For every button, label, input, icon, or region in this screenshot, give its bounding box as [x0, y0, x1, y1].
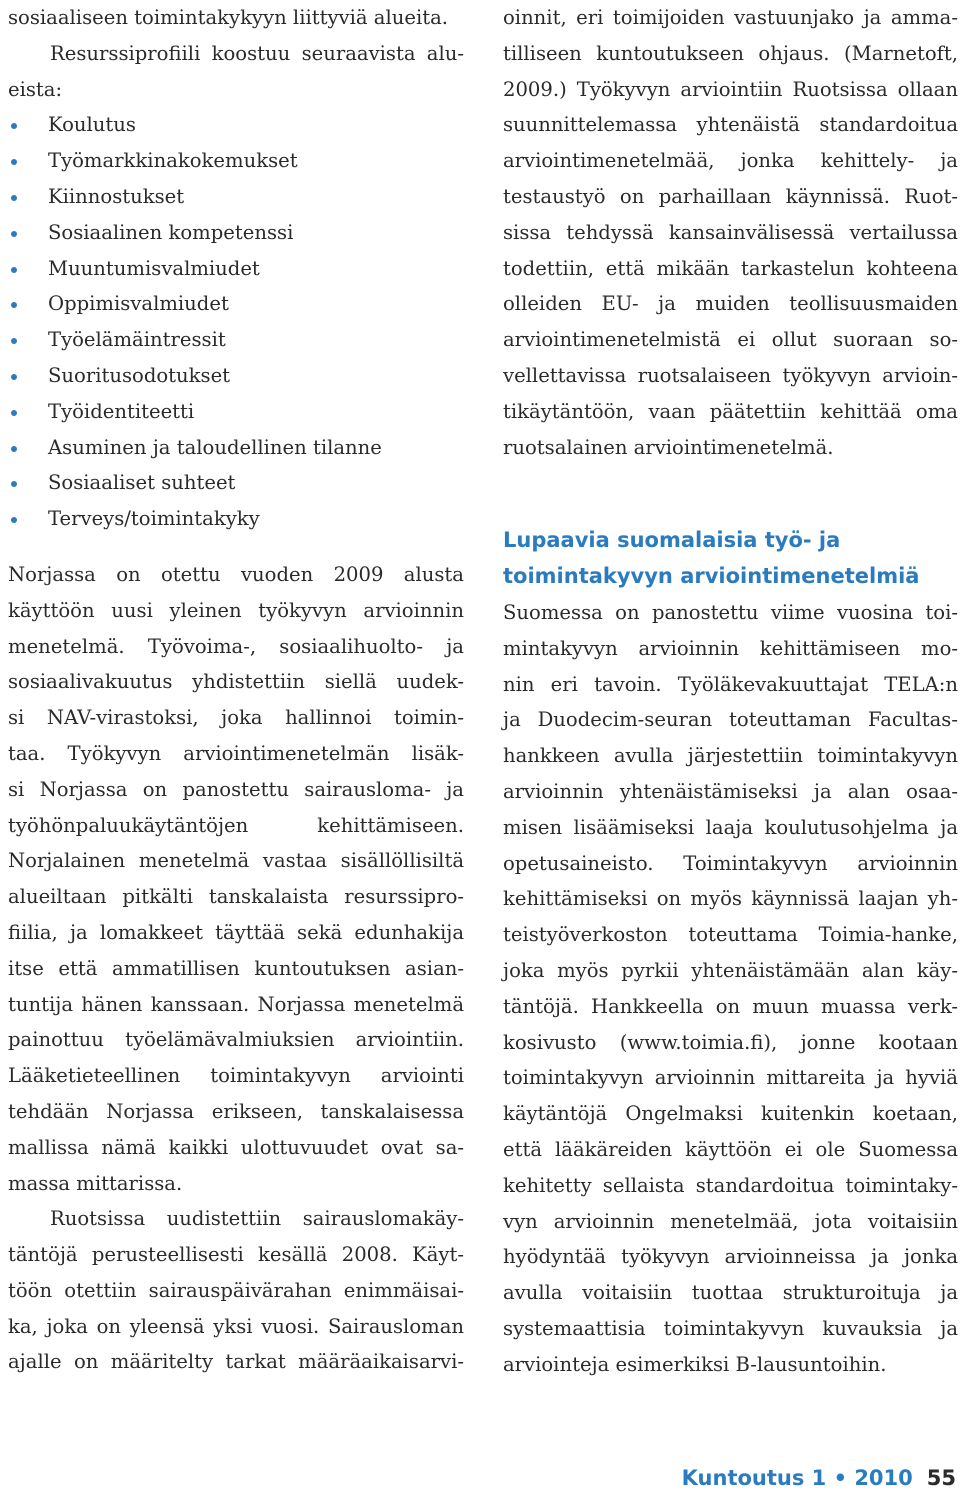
page-number: 55	[926, 1466, 956, 1490]
text-line: menetelmä. Työvoima-, sosiaalihuolto- ja	[8, 634, 464, 658]
sweden-continued-paragraph	[503, 0, 958, 465]
finland-paragraph	[503, 595, 958, 1383]
text-line: kosivusto (www.toimia.fi), jonne kootaan	[503, 1030, 958, 1054]
text-line: mallissa nämä kaikki ulottuvuudet ovat sa-	[8, 1135, 464, 1159]
text-line: oinnit, eri toimijoiden vastuunjako ja amma-	[503, 6, 958, 29]
text-line: hankkeen avulla järjestettiin toimintakyvyn	[503, 744, 958, 768]
text-line: tilliseen kuntoutukseen ohjaus. (Marnetoft,	[503, 41, 958, 65]
text-line: arviointimenetelmistä ei ollut suoraan so-	[503, 328, 958, 352]
text-line: joka myös pyrkii yhtenäistämään alan käy-	[503, 958, 958, 982]
text-line: Suomessa on panostettu viime vuosina toi-	[503, 600, 958, 624]
resource-profile-list	[8, 107, 464, 537]
list-item: Muuntumisvalmiudet	[8, 251, 464, 287]
text-line: käytäntöjä Ongelmaksi kuitenkin koetaan,	[503, 1102, 958, 1126]
left-column	[8, 0, 464, 1380]
text-line: systemaattisia toimintakyvyn kuvauksia ja	[503, 1316, 958, 1340]
text-line: taa. Työkyvyn arviointimenetelmän lisäk-	[8, 741, 464, 765]
text-line: vellettavissa ruotsalaiseen työkyvyn arvioin-	[503, 363, 958, 387]
sweden-paragraph	[8, 1201, 464, 1380]
text-line: avulla voitaisiin tuottaa strukturoituja ja	[503, 1281, 958, 1305]
text-line: testaustyö on parhaillaan käynnissä. Ruot-	[503, 184, 958, 208]
text-line: ruotsalainen arviointimenetelmä.	[503, 435, 834, 459]
list-item: Työidentiteetti	[8, 394, 464, 430]
text-line: nin eri tavoin. Työläkevakuuttajat TELA:n	[503, 672, 958, 696]
list-item: Työmarkkinakokemukset	[8, 143, 464, 179]
page-footer	[682, 1460, 956, 1496]
journal-issue: Kuntoutus 1 • 2010	[681, 1466, 913, 1490]
text-line: töön otettiin sairauspäivärahan enimmäisai-	[8, 1278, 464, 1302]
list-item: Suoritusodotukset	[8, 358, 464, 394]
text-line: 2009.) Työkyvyn arviointiin Ruotsissa ollaan	[503, 77, 958, 101]
text-line: täntöjä. Hankkeella on muun muassa verk-	[503, 994, 958, 1018]
text-line: tikäytäntöön, vaan päätettiin kehittää oma	[503, 399, 958, 423]
list-item: Terveys/toimintakyky	[8, 501, 464, 537]
text-line: arviointimenetelmää, jonka kehittely- ja	[503, 149, 958, 173]
text-line: massa mittarissa.	[8, 1171, 183, 1195]
text-line: painottuu työelämävalmiuksien arviointiin.	[8, 1028, 464, 1052]
text-line: sosiaaliseen toimintakykyyn liittyviä alueita.	[8, 6, 448, 29]
norway-paragraph	[8, 557, 464, 1201]
text-line: vyn arvioinnin menetelmää, jota voitaisiin	[503, 1209, 958, 1233]
text-line: teistyöverkoston toteuttama Toimia-hanke,	[503, 923, 958, 947]
text-line: olleiden EU- ja muiden teollisuusmaiden	[503, 292, 958, 316]
text-line: fiilia, ja lomakkeet täyttää sekä edunhakija	[8, 920, 464, 944]
text-line: ka, joka on yleensä yksi vuosi. Sairausloman	[8, 1314, 464, 1338]
text-line: arviointeja esimerkiksi B-lausuntoihin.	[503, 1352, 887, 1376]
text-line: ja Duodecim-seuran toteuttaman Facultas-	[503, 708, 958, 732]
text-line: itse että ammatillisen kuntoutuksen asian-	[8, 956, 464, 980]
text-line: Lääketieteellinen toimintakyvyn arviointi	[8, 1064, 464, 1088]
text-line: eista:	[8, 77, 63, 101]
text-line: opetusaineisto. Toimintakyvyn arvioinnin	[503, 851, 958, 875]
list-item: Sosiaaliset suhteet	[8, 465, 464, 501]
text-line: sissa tehdyssä kansainvälisessä vertailussa	[503, 220, 958, 244]
text-line: Norjassa on otettu vuoden 2009 alusta	[8, 562, 464, 586]
text-line: täntöjä perusteellisesti kesällä 2008. Käyt-	[8, 1243, 464, 1267]
text-line: si NAV-virastoksi, joka hallinnoi toimin-	[8, 706, 464, 730]
text-line: alueiltaan pitkälti tanskalaista resurssipro-	[8, 885, 464, 909]
text-line: kehittämiseksi on myös käynnissä laajan yh-	[503, 887, 958, 911]
list-item: Kiinnostukset	[8, 179, 464, 215]
text-line: että lääkäreiden käyttöön ei ole Suomessa	[503, 1137, 958, 1161]
text-line: mintakyvyn arvioinnin kehittämiseen mo-	[503, 636, 958, 660]
text-line: Ruotsissa uudistettiin sairauslomakäy-	[50, 1207, 464, 1231]
text-line: hyödyntää työkyvyn arvioinneissa ja jonka	[503, 1245, 958, 1269]
text-line: tehdään Norjassa erikseen, tanskalaisessa	[8, 1099, 464, 1123]
text-line: Resurssiprofiili koostuu seuraavista alu-	[50, 41, 464, 65]
text-line: Norjalainen menetelmä vastaa sisällöllisiltä	[8, 849, 464, 873]
section-heading-line: toimintakyvyn arviointimenetelmiä	[503, 564, 920, 589]
text-line: käyttöön uusi yleinen työkyvyn arvioinnin	[8, 598, 464, 622]
text-line: kehitetty sellaista standardoitua toimintaky-	[503, 1173, 958, 1197]
text-line: si Norjassa on panostettu sairausloma- ja	[8, 777, 464, 801]
list-item: Sosiaalinen kompetenssi	[8, 215, 464, 251]
text-line: suunnittelemassa yhtenäistä standardoitua	[503, 113, 958, 137]
list-item: Koulutus	[8, 107, 464, 143]
right-column	[503, 0, 958, 1382]
text-line: työhönpaluukäytäntöjen kehittämiseen.	[8, 813, 464, 837]
text-line: todettiin, että mikään tarkastelun kohteena	[503, 256, 958, 280]
list-item: Oppimisvalmiudet	[8, 286, 464, 322]
text-line: sosiaalivakuutus yhdistettiin siellä uudek-	[8, 670, 464, 694]
list-item: Asuminen ja taloudellinen tilanne	[8, 430, 464, 466]
text-line: tuntija hänen kanssaan. Norjassa menetelmä	[8, 992, 464, 1016]
list-item: Työelämäintressit	[8, 322, 464, 358]
text-line: ajalle on määritelty tarkat määräaikaisarvi-	[8, 1350, 464, 1374]
text-line: arvioinnin yhtenäistämiseksi ja alan osaa-	[503, 779, 958, 803]
section-heading-line: Lupaavia suomalaisia työ- ja	[503, 528, 841, 553]
section-heading	[503, 523, 958, 595]
text-line: toimintakyvyn arvioinnin mittareita ja hyviä	[503, 1066, 958, 1090]
text-line: misen lisäämiseksi laaja koulutusohjelma ja	[503, 815, 958, 839]
